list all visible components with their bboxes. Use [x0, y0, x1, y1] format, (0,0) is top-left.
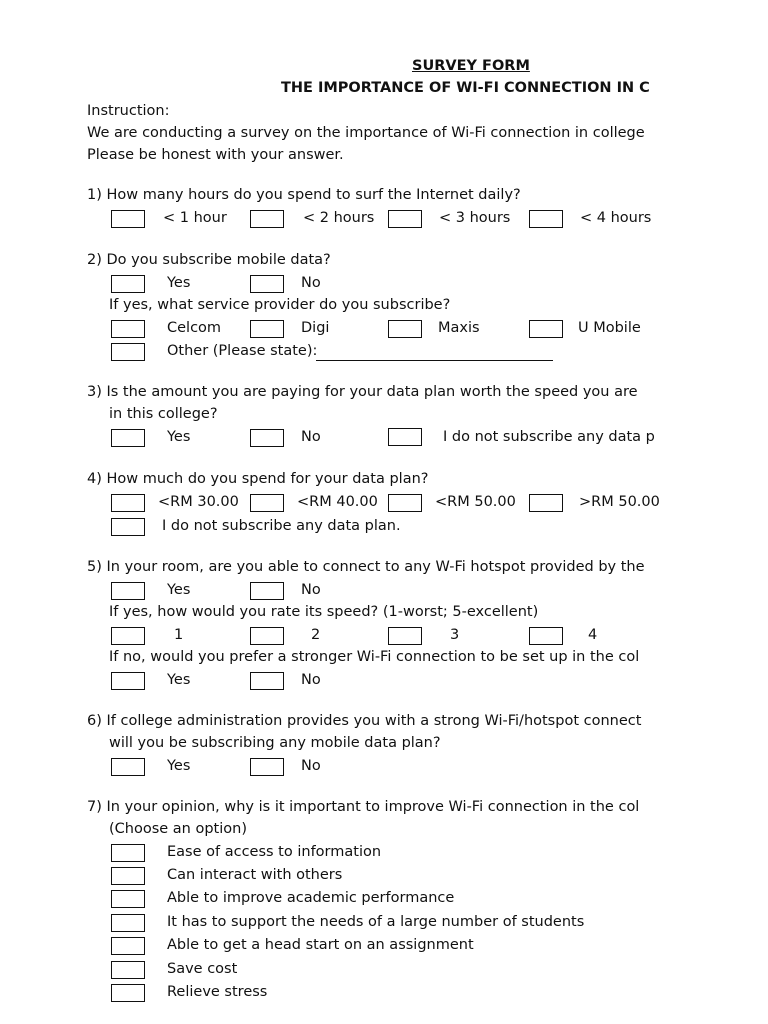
q4-checkbox-4[interactable] [529, 494, 563, 512]
form-title: SURVEY FORM [412, 58, 530, 74]
q3-checkbox-no[interactable] [250, 429, 284, 447]
q2-provider-2: Digi [301, 320, 330, 336]
q7-option-4: It has to support the needs of a large number of students [167, 914, 585, 930]
q1-checkbox-2[interactable] [250, 210, 284, 228]
q7-checkbox-5[interactable] [111, 937, 145, 955]
q7-checkbox-1[interactable] [111, 844, 145, 862]
form-subtitle: THE IMPORTANCE OF WI-FI CONNECTION IN C [281, 80, 650, 96]
q1-option-4: < 4 hours [580, 210, 652, 226]
q3-checkbox-yes[interactable] [111, 429, 145, 447]
q3-checkbox-none[interactable] [388, 428, 422, 446]
q5-rating-checkbox-3[interactable] [388, 627, 422, 645]
q5-prefer-checkbox-yes[interactable] [111, 672, 145, 690]
q5-rating-1: 1 [174, 627, 184, 643]
question-6-line-2: will you be subscribing any mobile data plan? [109, 735, 441, 751]
q5-rating-checkbox-4[interactable] [529, 627, 563, 645]
q5-rate-question: If yes, how would you rate its speed? (1-worst; 5-excellent) [109, 604, 539, 620]
instruction-label: Instruction: [87, 103, 170, 119]
q5-checkbox-yes[interactable] [111, 582, 145, 600]
q4-checkbox-3[interactable] [388, 494, 422, 512]
q7-option-2: Can interact with others [167, 867, 343, 883]
q2-provider-4: U Mobile [578, 320, 641, 336]
q2-provider-checkbox-1[interactable] [111, 320, 145, 338]
q4-option-4: >RM 50.00 [579, 494, 660, 510]
q5-rating-4: 4 [588, 627, 598, 643]
q7-checkbox-2[interactable] [111, 867, 145, 885]
question-2: 2) Do you subscribe mobile data? [87, 252, 331, 268]
question-7: 7) In your opinion, why is it important to improve Wi-Fi connection in the col [87, 799, 640, 815]
q7-checkbox-3[interactable] [111, 890, 145, 908]
q5-prefer-option-yes: Yes [167, 672, 191, 688]
q1-checkbox-1[interactable] [111, 210, 145, 228]
q4-checkbox-2[interactable] [250, 494, 284, 512]
q2-other-label: Other (Please state): [167, 343, 318, 359]
q4-option-1: <RM 30.00 [158, 494, 239, 510]
q6-checkbox-yes[interactable] [111, 758, 145, 776]
question-5: 5) In your room, are you able to connect to any W-Fi hotspot provided by the [87, 559, 645, 575]
q6-checkbox-no[interactable] [250, 758, 284, 776]
instruction-text-1: We are conducting a survey on the importance of Wi-Fi connection in college [87, 125, 645, 141]
q5-prefer-question: If no, would you prefer a stronger Wi-Fi connection to be set up in the col [109, 649, 640, 665]
q1-checkbox-4[interactable] [529, 210, 563, 228]
q7-checkbox-4[interactable] [111, 914, 145, 932]
q4-option-none: I do not subscribe any data plan. [162, 518, 401, 534]
q1-checkbox-3[interactable] [388, 210, 422, 228]
q5-option-yes: Yes [167, 582, 191, 598]
q7-option-5: Able to get a head start on an assignment [167, 937, 474, 953]
q3-option-yes: Yes [167, 429, 191, 445]
q2-option-yes: Yes [167, 275, 191, 291]
q2-provider-1: Celcom [167, 320, 222, 336]
q5-option-no: No [301, 582, 321, 598]
question-1: 1) How many hours do you spend to surf the Internet daily? [87, 187, 521, 203]
q5-rating-checkbox-2[interactable] [250, 627, 284, 645]
q2-followup: If yes, what service provider do you subscribe? [109, 297, 451, 313]
q5-rating-2: 2 [311, 627, 321, 643]
q2-checkbox-yes[interactable] [111, 275, 145, 293]
q1-option-2: < 2 hours [303, 210, 375, 226]
q2-provider-checkbox-4[interactable] [529, 320, 563, 338]
q2-other-checkbox[interactable] [111, 343, 145, 361]
q3-option-none: I do not subscribe any data p [443, 429, 655, 445]
q2-provider-3: Maxis [438, 320, 480, 336]
q2-checkbox-no[interactable] [250, 275, 284, 293]
question-7-hint: (Choose an option) [109, 821, 247, 837]
question-3-line-1: 3) Is the amount you are paying for your data plan worth the speed you are [87, 384, 638, 400]
q7-option-6: Save cost [167, 961, 238, 977]
q5-checkbox-no[interactable] [250, 582, 284, 600]
q5-rating-3: 3 [450, 627, 460, 643]
q2-provider-checkbox-2[interactable] [250, 320, 284, 338]
q7-checkbox-6[interactable] [111, 961, 145, 979]
q7-option-3: Able to improve academic performance [167, 890, 455, 906]
q4-option-2: <RM 40.00 [297, 494, 378, 510]
q4-checkbox-none[interactable] [111, 518, 145, 536]
q2-other-input-line[interactable] [316, 360, 553, 361]
instruction-text-2: Please be honest with your answer. [87, 147, 344, 163]
q5-prefer-checkbox-no[interactable] [250, 672, 284, 690]
q1-option-3: < 3 hours [439, 210, 511, 226]
q5-prefer-option-no: No [301, 672, 321, 688]
q2-provider-checkbox-3[interactable] [388, 320, 422, 338]
q5-rating-checkbox-1[interactable] [111, 627, 145, 645]
q7-checkbox-7[interactable] [111, 984, 145, 1002]
question-6-line-1: 6) If college administration provides you with a strong Wi-Fi/hotspot connect [87, 713, 642, 729]
q2-option-no: No [301, 275, 321, 291]
question-4: 4) How much do you spend for your data plan? [87, 471, 429, 487]
q3-option-no: No [301, 429, 321, 445]
q6-option-yes: Yes [167, 758, 191, 774]
q6-option-no: No [301, 758, 321, 774]
question-3-line-2: in this college? [109, 406, 218, 422]
q1-option-1: < 1 hour [163, 210, 227, 226]
q4-checkbox-1[interactable] [111, 494, 145, 512]
q7-option-1: Ease of access to information [167, 844, 382, 860]
q4-option-3: <RM 50.00 [435, 494, 516, 510]
q7-option-7: Relieve stress [167, 984, 268, 1000]
